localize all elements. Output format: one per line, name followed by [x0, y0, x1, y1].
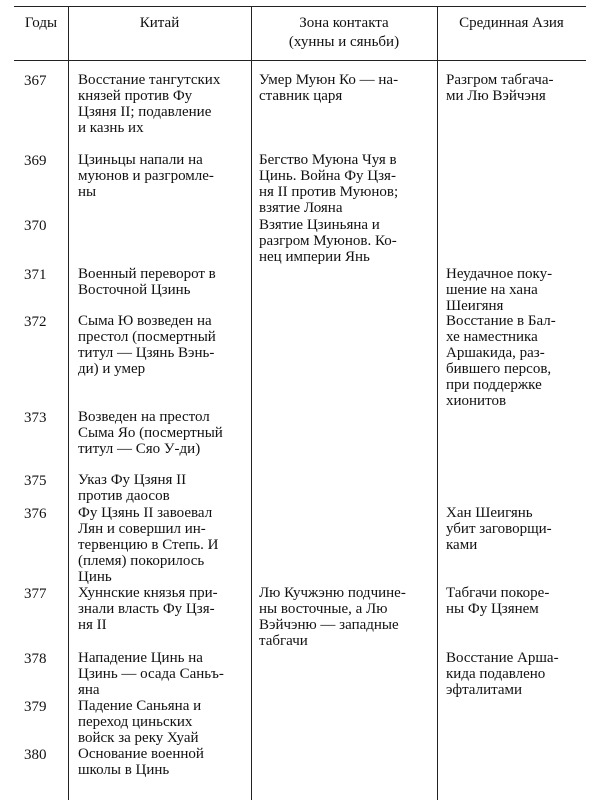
row-year: 379 — [24, 699, 47, 715]
row-year: 367 — [24, 73, 47, 89]
row-year: 378 — [24, 651, 47, 667]
row-china: Хуннские князья при- знали власть Фу Цзя- ня II — [78, 585, 218, 633]
header-contact-zone-line1: Зона контакта — [299, 15, 389, 31]
row-asia: Неудачное поку- шение на хана Шеигяня — [446, 266, 553, 314]
row-china: Цзиньцы напали на муюнов и разгромле- ны — [78, 152, 214, 200]
row-zone: Взятие Цзиньяна и разгром Муюнов. Ко- нец империи Янь — [259, 217, 397, 265]
row-year: 377 — [24, 586, 47, 602]
row-china: Фу Цзянь II завоевал Лян и совершил ин- тервенцию в Степь. И (племя) покорилось Цинь — [78, 505, 219, 585]
row-zone: Лю Кучжэню подчине- ны восточные, а Лю Вэйчэню — западные табгачи — [259, 585, 406, 649]
row-year: 372 — [24, 314, 47, 330]
row-asia: Восстание Арша- кида подавлено эфталитами — [446, 650, 559, 698]
row-asia: Хан Шеигянь убит заговорщи- ками — [446, 505, 552, 553]
header-china: Китай — [139, 15, 180, 31]
row-china: Нападение Цинь на Цзинь — осада Саньъ- яна — [78, 650, 224, 698]
row-year: 369 — [24, 153, 47, 169]
row-china: Сыма Ю возведен на престол (посмертный титул — Цзянь Вэнь- ди) и умер — [78, 313, 216, 377]
row-year: 375 — [24, 473, 47, 489]
row-china: Падение Саньяна и переход циньских войск за реку Хуай — [78, 698, 202, 746]
row-year: 373 — [24, 410, 47, 426]
row-zone: Бегство Муюна Чуя в Цинь. Война Фу Цзя- ня II против Муюнов; взятие Лояна — [259, 152, 399, 216]
row-asia: Табгачи покоре- ны Фу Цзянем — [446, 585, 550, 617]
row-china: Основание военной школы в Цинь — [78, 746, 204, 778]
row-china: Военный переворот в Восточной Цзинь — [78, 266, 216, 298]
row-asia: Восстание в Бал- хе наместника Аршакида, раз- бившего персов, при поддержке хионитов — [446, 313, 556, 409]
row-asia: Разгром табгача- ми Лю Вэйчэня — [446, 72, 554, 104]
header-bottom-rule — [14, 60, 586, 61]
table-top-rule — [14, 6, 586, 7]
row-zone: Умер Муюн Ко — на- ставник царя — [259, 72, 399, 104]
row-year: 380 — [24, 747, 47, 763]
header-contact-zone-line2: (хунны и сяньби) — [288, 34, 400, 50]
row-china: Восстание тангутских князей против Фу Цзяня II; подавление и казнь их — [78, 72, 221, 136]
column-divider-3 — [437, 6, 438, 800]
row-year: 370 — [24, 218, 47, 234]
row-china: Возведен на престол Сыма Яо (посмертный титул — Сяо У-ди) — [78, 409, 223, 457]
header-central-asia: Срединная Азия — [459, 15, 564, 31]
header-contact-zone — [251, 14, 437, 52]
row-year: 376 — [24, 506, 47, 522]
row-china: Указ Фу Цзяня II против даосов — [78, 472, 187, 504]
column-divider-1 — [68, 6, 69, 800]
row-year: 371 — [24, 267, 47, 283]
column-divider-2 — [251, 6, 252, 800]
header-years: Годы — [24, 15, 58, 31]
